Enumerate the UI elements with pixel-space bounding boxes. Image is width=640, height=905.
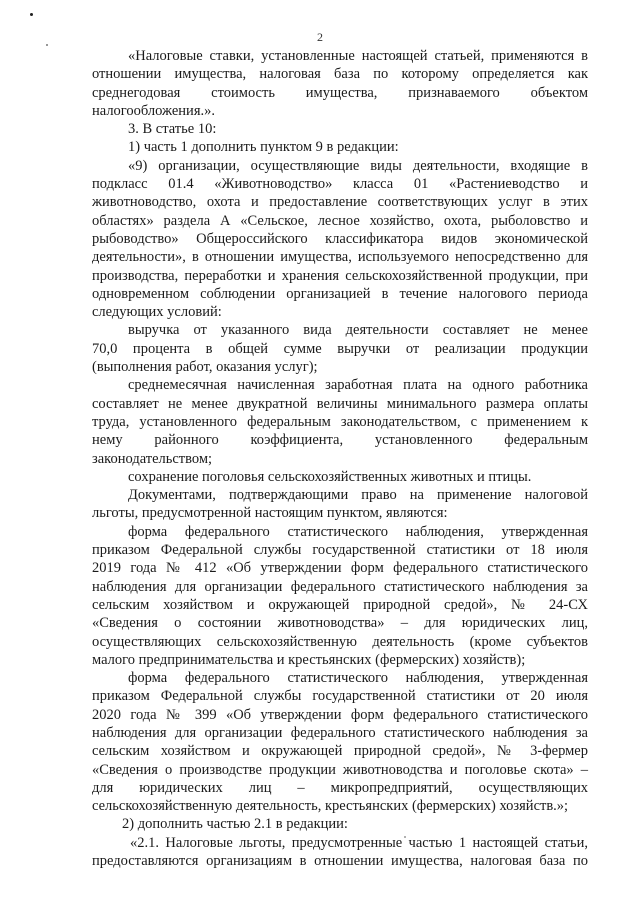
- text-line: Документами, подтверждающими право на применение налоговой: [128, 487, 588, 504]
- text-line: среднегодовая стоимость имущества, признаваемого объектом: [92, 84, 588, 101]
- scan-speck: [30, 13, 33, 16]
- text-line: «9) организации, осуществляющие виды деятельности, входящие в: [128, 157, 588, 174]
- text-line: «Налоговые ставки, установленные настоящей статьей, применяются в: [128, 48, 588, 64]
- text-line: «Сведения о состоянии животноводства» – для юридических лиц,: [92, 615, 588, 632]
- page-number: 2: [317, 30, 323, 44]
- text-line: 1) часть 1 дополнить пунктом 9 в редакции:: [128, 139, 399, 156]
- text-line: производства, переработки и хранения сельскохозяйственной продукции, при: [92, 267, 588, 284]
- text-line: областях» раздела А «Сельское, лесное хозяйство, охота, рыболовство и: [92, 212, 588, 229]
- text-line: одновременном соблюдении организацией в течение налогового периода: [92, 285, 588, 302]
- document-body: [92, 47, 588, 870]
- text-line: среднемесячная начисленная заработная плата на одного работника: [128, 377, 588, 394]
- text-line: льготы, предусмотренной настоящим пунктом, являются:: [92, 505, 448, 522]
- text-line: форма федерального статистического наблюдения, утвержденная: [128, 523, 588, 540]
- text-line: приказом Федеральной службы государственной статистики от 20 июля: [92, 688, 588, 705]
- text-line: 70,0 процента в общей сумме выручки от реализации продукции: [92, 340, 588, 357]
- text-line: рыбоводство» Общероссийского классификатора видов экономической: [92, 230, 588, 247]
- text-line: «2.1. Налоговые льготы, предусмотренные частью 1 настоящей статьи,: [130, 834, 588, 851]
- text-line: наблюдения для организации федерального статистического наблюдения за: [92, 578, 588, 595]
- text-line: деятельности», в отношении имущества, используемого непосредственно для: [92, 249, 588, 266]
- text-line: сельскохозяйственную деятельность, крестьянских (фермерских) хозяйств.»;: [92, 798, 569, 815]
- text-line: для юридических лиц – микропредприятий, осуществляющих: [92, 779, 588, 796]
- text-line: «Сведения о производстве продукции животноводства и поголовье скота» –: [92, 761, 588, 778]
- text-line: 2) дополнить частью 2.1 в редакции:: [122, 816, 348, 833]
- text-line: животноводство, охота и предоставление соответствующих услуг в этих: [92, 194, 588, 211]
- text-line: налогообложения.».: [92, 102, 215, 119]
- text-line: (выполнения работ, оказания услуг);: [92, 359, 318, 376]
- text-line: малого предпринимательства и крестьянских (фермерских) хозяйств);: [92, 651, 526, 668]
- text-line: законодательством;: [92, 450, 213, 467]
- text-line: наблюдения для организации федерального статистического наблюдения за: [92, 724, 588, 741]
- text-line: 2019 года № 412 «Об утверждении форм федерального статистического: [92, 560, 588, 577]
- text-line: форма федерального статистического наблюдения, утвержденная: [128, 670, 588, 687]
- text-line: подкласс 01.4 «Животноводство» класса 01 «Растениеводство и: [92, 176, 588, 193]
- text-line: труда, установленного федеральным законодательством, с применением к: [92, 413, 588, 430]
- text-line: сельским хозяйством и окружающей природной средой», № 3-фермер: [92, 743, 588, 760]
- text-line: осуществляющих сельскохозяйственную деятельность (кроме субъектов: [92, 633, 588, 650]
- text-line: составляет не менее двукратной величины минимального размера оплаты: [92, 395, 588, 412]
- text-line: отношении имущества, налоговая база по которому определяется как: [92, 66, 588, 83]
- text-line: 3. В статье 10:: [128, 121, 217, 138]
- text-line: 2020 года № 399 «Об утверждении форм федерального статистического: [92, 706, 588, 723]
- text-line: сельским хозяйством и окружающей природной средой», № 24-СХ: [92, 596, 588, 613]
- text-line: нему районного коэффициента, установленного федеральным: [92, 432, 588, 449]
- text-line: приказом Федеральной службы государственной статистики от 18 июля: [92, 542, 588, 559]
- text-line: сохранение поголовья сельскохозяйственных животных и птицы.: [128, 468, 532, 485]
- text-line: выручка от указанного вида деятельности составляет не менее: [128, 322, 588, 339]
- text-line: следующих условий:: [92, 304, 222, 321]
- text-line: предоставляются организациям в отношении имущества, налоговая база по: [92, 853, 588, 870]
